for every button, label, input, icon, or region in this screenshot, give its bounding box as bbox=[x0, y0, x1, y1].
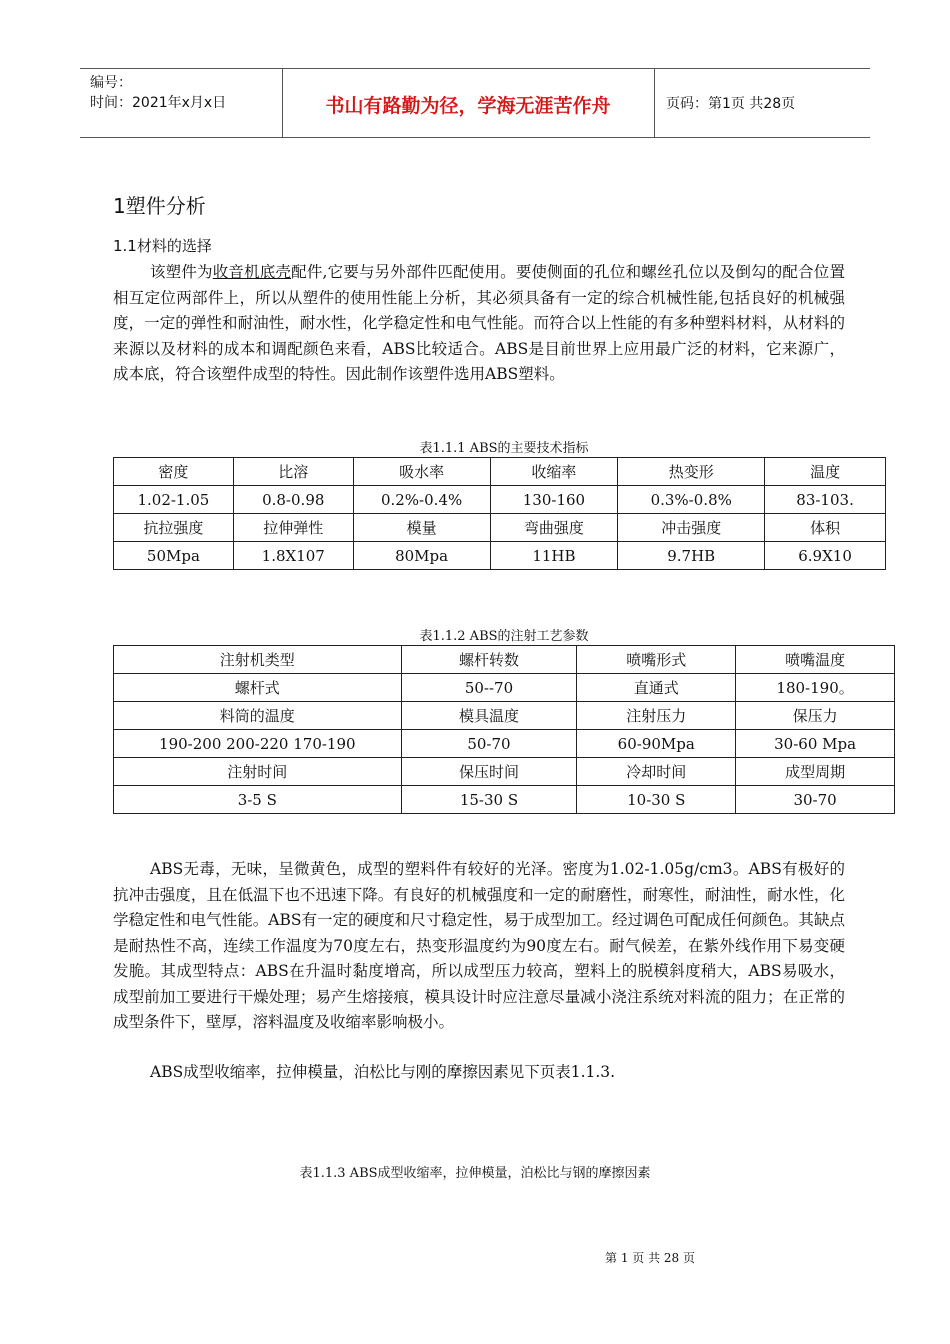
table1-cell: 温度 bbox=[765, 458, 886, 486]
table1-cell: 收缩率 bbox=[490, 458, 618, 486]
table1-cell: 抗拉强度 bbox=[114, 514, 234, 542]
table2-cell: 注射压力 bbox=[577, 702, 736, 730]
table1-row bbox=[114, 458, 886, 486]
table2-row bbox=[114, 730, 895, 758]
page-header bbox=[80, 68, 870, 138]
table2-cell: 15-30 S bbox=[401, 786, 577, 814]
subsection-title: 1.1材料的选择 bbox=[113, 237, 212, 255]
table1-cell: 0.2%-0.4% bbox=[353, 486, 490, 514]
table2-cell: 注射机类型 bbox=[114, 646, 402, 674]
paragraph-abs-description: ABS无毒，无味，呈微黄色，成型的塑料件有较好的光泽。密度为1.02-1.05g/cm3。ABS有极好的抗冲击强度，且在低温下也不迅速下降。有良好的机械强度和一定的耐磨性，耐寒性，耐油性，耐水性，化学稳定性和电气性能。ABS有一定的硬度和尺寸稳定性，易于成型加工。经过调色可配成任何颜色。其缺点是耐热性不高，连续工作温度为70度左右，热变形温度约为90度左右。耐气候差，在紫外线作用下易变硬发脆。其成型特点：ABS在升温时黏度增高，所以成型压力较高，塑料上的脱模斜度稍大，ABS易吸水，成型前加工要进行干燥处理；易产生熔接痕，模具设计时应注意尽量减小浇注系统对料流的阻力；在正常的成型条件下，壁厚，溶料温度及收缩率影响极小。 bbox=[113, 860, 845, 1031]
table-injection-parameters bbox=[113, 645, 895, 814]
table2-row bbox=[114, 786, 895, 814]
table2-cell: 成型周期 bbox=[736, 758, 895, 786]
para1-text: 该塑件为 bbox=[150, 263, 213, 281]
table1-cell: 0.8-0.98 bbox=[233, 486, 353, 514]
table2-row bbox=[114, 758, 895, 786]
table2-row bbox=[114, 646, 895, 674]
table1-row bbox=[114, 542, 886, 570]
paragraph-table-reference: ABS成型收缩率，拉伸模量，泊松比与刚的摩擦因素见下页表1.1.3. bbox=[150, 1063, 616, 1081]
table1-cell: 拉伸弹性 bbox=[233, 514, 353, 542]
table1-cell: 1.8X107 bbox=[233, 542, 353, 570]
table1-cell: 6.9X10 bbox=[765, 542, 886, 570]
table1-cell: 11HB bbox=[490, 542, 618, 570]
table1-cell: 弯曲强度 bbox=[490, 514, 618, 542]
table1-cell: 冲击强度 bbox=[618, 514, 765, 542]
table1-cell: 130-160 bbox=[490, 486, 618, 514]
table2-cell: 30-60 Mpa bbox=[736, 730, 895, 758]
table1-cell: 83-103. bbox=[765, 486, 886, 514]
header-motto: 书山有路勤为径，学海无涯苦作舟 bbox=[325, 95, 611, 117]
table1-cell: 热变形 bbox=[618, 458, 765, 486]
table2-cell: 30-70 bbox=[736, 786, 895, 814]
table1-cell: 模量 bbox=[353, 514, 490, 542]
table2-row bbox=[114, 674, 895, 702]
table2-cell: 螺杆转数 bbox=[401, 646, 577, 674]
table1-caption: 表1.1.1 ABS的主要技术指标 bbox=[419, 441, 589, 456]
table-abs-properties bbox=[113, 457, 886, 570]
table2-cell: 50--70 bbox=[401, 674, 577, 702]
table2-caption: 表1.1.2 ABS的注射工艺参数 bbox=[419, 629, 589, 644]
table2-cell: 直通式 bbox=[577, 674, 736, 702]
page-footer: 第 1 页 共 28 页 bbox=[605, 1251, 695, 1265]
table3-caption: 表1.1.3 ABS成型收缩率，拉伸模量，泊松比与钢的摩擦因素 bbox=[299, 1166, 651, 1181]
table1-cell: 比溶 bbox=[233, 458, 353, 486]
para1-underlined: 收音机底壳 bbox=[212, 263, 292, 281]
para1-text: 配件,它要与另外部件匹配使用。要使侧面的孔位和螺丝孔位以及倒勾的配合位置相互定位两部件上，所以从塑件的使用性能上分析，其必须具备有一定的综合机械性能,包括良好的机械强度，一定的弹性和耐油性，耐水性，化学稳定性和电气性能。而符合以上性能的有多种塑料材料，从材料的来源以及材料的成本和调配颜色来看，ABS比较适合。ABS是目前世界上应用最广泛的材料，它来源广，成本底，符合该塑件成型的特性。因此制作该塑件选用ABS塑料。 bbox=[113, 263, 845, 383]
table1-row bbox=[114, 486, 886, 514]
table2-cell: 保压力 bbox=[736, 702, 895, 730]
table2-cell: 10-30 S bbox=[577, 786, 736, 814]
table2-cell: 保压时间 bbox=[401, 758, 577, 786]
table2-cell: 料筒的温度 bbox=[114, 702, 402, 730]
table2-row bbox=[114, 702, 895, 730]
header-divider bbox=[654, 69, 655, 137]
table2-cell: 50-70 bbox=[401, 730, 577, 758]
table2-cell: 冷却时间 bbox=[577, 758, 736, 786]
table1-cell: 密度 bbox=[114, 458, 234, 486]
table2-cell: 模具温度 bbox=[401, 702, 577, 730]
table2-cell: 3-5 S bbox=[114, 786, 402, 814]
table1-cell: 80Mpa bbox=[353, 542, 490, 570]
header-time: 时间：2021年x月x日 bbox=[90, 95, 227, 111]
table2-cell: 螺杆式 bbox=[114, 674, 402, 702]
table2-cell: 喷嘴形式 bbox=[577, 646, 736, 674]
table2-cell: 60-90Mpa bbox=[577, 730, 736, 758]
table1-cell: 吸水率 bbox=[353, 458, 490, 486]
table2-cell: 注射时间 bbox=[114, 758, 402, 786]
section-title: 1塑件分析 bbox=[113, 194, 206, 218]
table2-cell: 180-190。 bbox=[736, 674, 895, 702]
header-page-info: 页码：第1页 共28页 bbox=[666, 96, 796, 112]
table1-cell: 0.3%-0.8% bbox=[618, 486, 765, 514]
header-left bbox=[90, 73, 226, 113]
header-number: 编号： bbox=[90, 75, 132, 91]
table1-cell: 体积 bbox=[765, 514, 886, 542]
table1-cell: 50Mpa bbox=[114, 542, 234, 570]
table2-cell: 190-200 200-220 170-190 bbox=[114, 730, 402, 758]
paragraph-material-selection bbox=[113, 260, 845, 388]
table1-row bbox=[114, 514, 886, 542]
table2-cell: 喷嘴温度 bbox=[736, 646, 895, 674]
table1-cell: 1.02-1.05 bbox=[114, 486, 234, 514]
table1-cell: 9.7HB bbox=[618, 542, 765, 570]
